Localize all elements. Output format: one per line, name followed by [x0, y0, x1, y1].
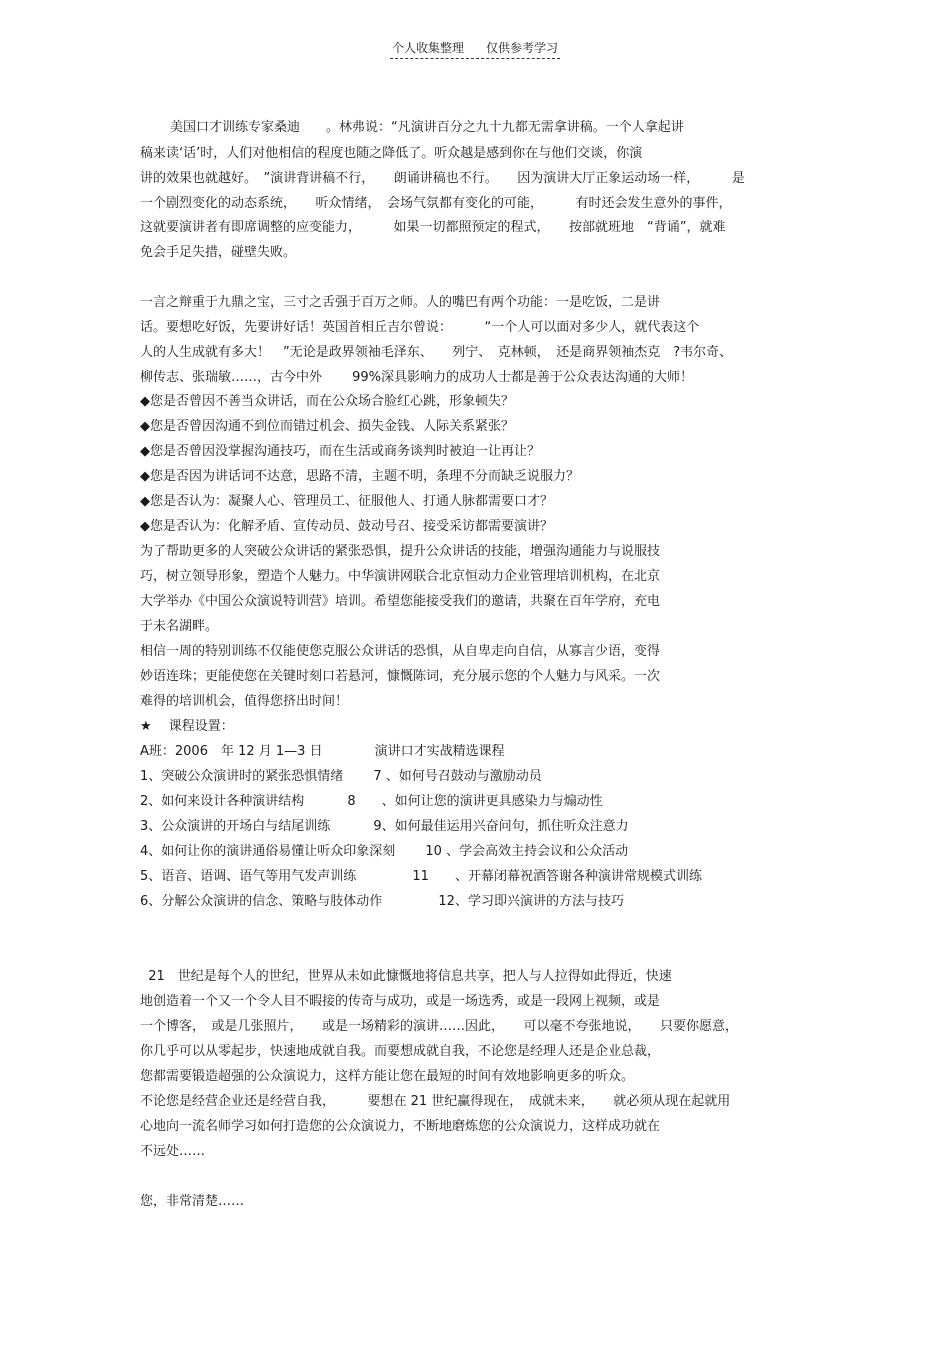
text-line: 为了帮助更多的人突破公众讲话的紧张恐惧，提升公众讲话的技能，增强沟通能力与说服技 [140, 544, 661, 559]
closing-line: 您，非常清楚…… [140, 1194, 245, 1209]
text-line: 于未名湖畔。 [140, 619, 219, 634]
text-line: 不远处…… [140, 1144, 206, 1159]
text-line: 地创造着一个又一个令人目不暇接的传奇与成功，或是一场选秀，或是一段网上视频，或是 [140, 994, 661, 1009]
text-line: 21 世纪是每个人的世纪，世界从未如此慷慨地将信息共享，把人与人拉得如此得近，快速 [140, 969, 672, 984]
text-line: 一言之辩重于九鼎之宝，三寸之舌强于百万之师。人的嘴巴有两个功能：一是吃饭，二是讲 [140, 295, 661, 310]
course-item: 4、如何让你的演讲通俗易懂让听众印象深刻 10 、学会高效主持会议和公众活动 [140, 844, 629, 859]
page-header [0, 40, 950, 59]
bullet-question: ◆您是否认为：化解矛盾、宣传动员、鼓动号召、接受采访都需要演讲？ [140, 519, 553, 534]
course-class: A班：2006 年 12 月 1—3 日 演讲口才实战精选课程 [140, 744, 505, 759]
text-line: 您都需要锻造超强的公众演说力，这样方能让您在最短的时间有效地影响更多的听众。 [140, 1069, 635, 1084]
text-line: 相信一周的特别训练不仅能使您克服公众讲话的恐惧，从自卑走向自信，从寡言少语，变得 [140, 644, 661, 659]
text-line: 巧，树立领导形象，塑造个人魅力。中华演讲网联合北京恒动力企业管理培训机构，在北京 [140, 569, 661, 584]
text-line: 心地向一流名师学习如何打造您的公众演说力，不断地磨炼您的公众演说力，这样成功就在 [140, 1119, 661, 1134]
course-heading: ★ 课程设置： [140, 719, 234, 734]
bullet-question: ◆您是否曾因不善当众讲话，而在公众场合脸红心跳，形象顿失？ [140, 394, 514, 409]
text-line: 免会手足失措，碰壁失败。 [140, 245, 297, 260]
course-item: 5、语音、语调、语气等用气发声训练 11 、开幕闭幕祝酒答谢各种演讲常规模式训练 [140, 869, 702, 884]
text-line: 人的人生成就有多大！ ”无论是政界领袖毛泽东、 列宁、 克林顿， 还是商界领袖杰克 ?韦尔奇、 [140, 345, 733, 360]
text-line: 柳传志、张瑞敏……，古今中外 99%深具影响力的成功人士都是善于公众表达沟通的大师！ [140, 370, 694, 385]
text-line: 难得的培训机会，值得您挤出时间！ [140, 694, 349, 709]
text-line: 话。要想吃好饭，先要讲好话！英国首相丘吉尔曾说： “一个人可以面对多少人，就代表这个 [140, 320, 700, 335]
text-line: 美国口才训练专家桑迪 。林弗说：“凡演讲百分之九十九都无需拿讲稿。一个人拿起讲 [170, 120, 684, 135]
text-line: 你几乎可以从零起步，快速地成就自我。而要想成就自我，不论您是经理人还是企业总裁， [140, 1044, 661, 1059]
course-item: 2、如何来设计各种演讲结构 8 、如何让您的演讲更具感染力与煽动性 [140, 794, 603, 809]
course-item: 3、公众演讲的开场白与结尾训练 9、如何最佳运用兴奋问句，抓住听众注意力 [140, 819, 629, 834]
course-item: 6、分解公众演讲的信念、策略与肢体动作 12、学习即兴演讲的方法与技巧 [140, 894, 624, 909]
bullet-question: ◆您是否曾因没掌握沟通技巧，而在生活或商务谈判时被迫一让再让？ [140, 444, 540, 459]
bullet-question: ◆您是否认为：凝聚人心、管理员工、征服他人、打通人脉都需要口才？ [140, 494, 553, 509]
text-line: 讲的效果也就越好。 ”演讲背讲稿不行， 朗诵讲稿也不行。 因为演讲大厅正象运动场一样， 是 [140, 171, 745, 186]
header-left: 个人收集整理 [391, 41, 464, 55]
text-line: 妙语连珠；更能使您在关键时刻口若悬河，慷慨陈词，充分展示您的个人魅力与风采。一次 [140, 669, 661, 684]
text-line: 稿来读‘话’时，人们对他相信的程度也随之降低了。听众越是感到你在与他们交谈，你演 [140, 146, 643, 161]
course-item: 1、突破公众演讲时的紧张恐惧情绪 7 、如何号召鼓动与激励动员 [140, 769, 542, 784]
text-line: 一个剧烈变化的动态系统， 听众情绪， 会场气氛都有变化的可能， 有时还会发生意外的事件， [140, 196, 732, 211]
text-line: 一个博客， 或是几张照片， 或是一场精彩的演讲……因此， 可以毫不夸张地说， 只要你愿意， [140, 1019, 739, 1034]
bullet-question: ◆您是否曾因沟通不到位而错过机会、损失金钱、人际关系紧张？ [140, 419, 514, 434]
header-right: 仅供参考学习 [486, 41, 559, 55]
header-text [390, 40, 560, 59]
bullet-question: ◆您是否因为讲话词不达意，思路不清，主题不明，条理不分而缺乏说服力？ [140, 469, 579, 484]
text-line: 大学举办《中国公众演说特训营》培训。希望您能接受我们的邀请，共聚在百年学府，充电 [140, 594, 661, 609]
text-line: 这就要演讲者有即席调整的应变能力， 如果一切都照预定的程式， 按部就班地 “背诵”，就难 [140, 220, 726, 235]
text-line: 不论您是经营企业还是经营自我， 要想在 21 世纪赢得现在， 成就未来， 就必须从现在起就用 [140, 1094, 731, 1109]
